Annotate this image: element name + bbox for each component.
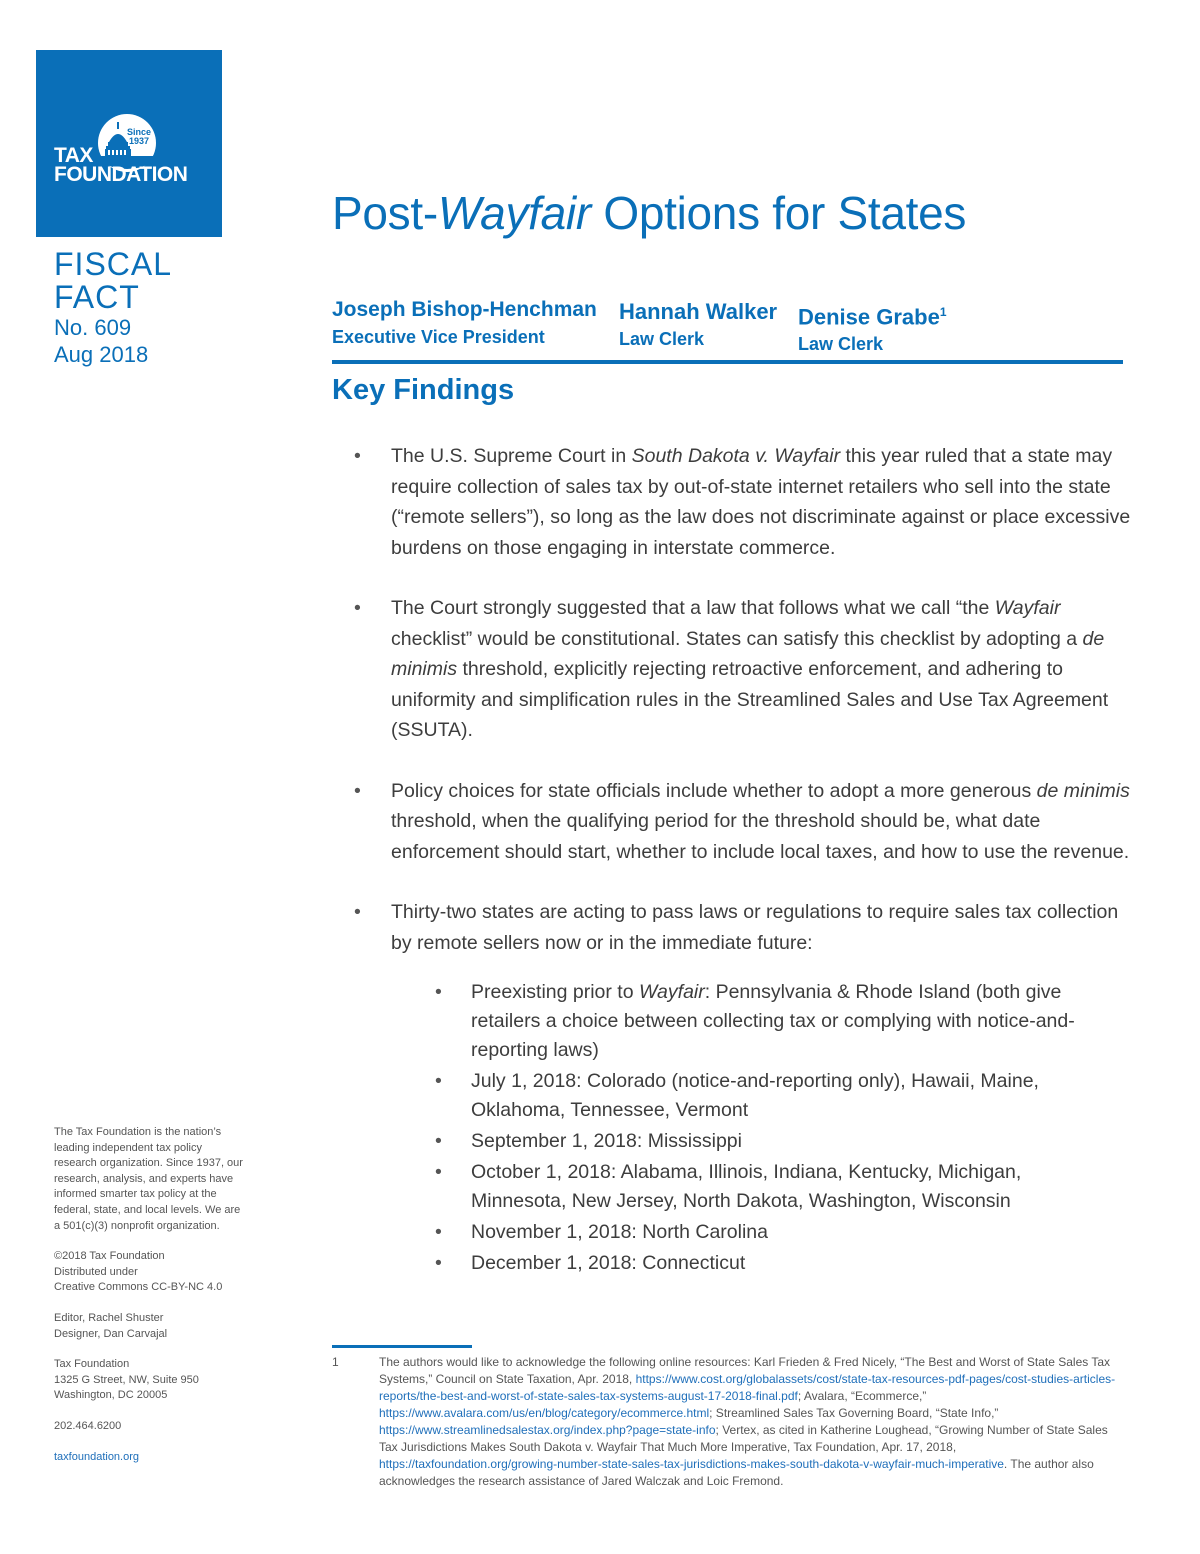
- series-name-line2: FACT: [54, 279, 140, 315]
- timeline-item: • July 1, 2018: Colorado (notice-and-reporting only), Hawaii, Maine, Oklahoma, Tennessee, Vermont: [435, 1067, 1095, 1125]
- about-text: The Tax Foundation is the nation’s leading independent tax policy research organization. Since 1937, our research, analysis, and experts have informed smarter tax policy at the federal, state, and local levels. We are a 501(c)(3) nonprofit organization.: [54, 1126, 243, 1232]
- publication-number: No. 609: [54, 315, 132, 340]
- publication-label: [54, 248, 172, 368]
- author-2: [619, 298, 777, 352]
- timeline-item: • November 1, 2018: North Carolina: [435, 1218, 1095, 1247]
- footnote-link-avalara[interactable]: https://www.avalara.com/us/en/blog/category/ecommerce.html: [379, 1406, 710, 1420]
- author-name: Hannah Walker: [619, 299, 778, 324]
- series-name-line1: FISCAL: [54, 246, 173, 282]
- author-1: [332, 296, 597, 350]
- footnote-divider: [332, 1345, 472, 1348]
- key-findings-heading: Key Findings: [332, 374, 515, 406]
- footnote-link-cost[interactable]: https://www.cost.org/globalassets/cost/state-tax-resources-pdf-pages/cost-studies-articles-reports/the-best-and-worst-of-state-sales-tax-systems-august-17-2018-final.pdf: [379, 1372, 1116, 1403]
- state-timeline-list: [435, 978, 1095, 1278]
- website-link[interactable]: taxfoundation.org: [54, 1450, 140, 1463]
- phone-number: 202.464.6200: [54, 1419, 122, 1432]
- address-block: Tax Foundation 1325 G Street, NW, Suite 950 Washington, DC 20005: [54, 1358, 199, 1402]
- finding-3: • Policy choices for state officials include whether to adopt a more generous de minimis threshold, when the qualifying period for the threshold should be, what date enforcement should start, whether to include local taxes, and how to use the revenue.: [354, 776, 1134, 868]
- credits-block: Editor, Rachel Shuster Designer, Dan Carvajal: [54, 1311, 168, 1340]
- finding-2: • The Court strongly suggested that a law that follows what we call “the Wayfair checklist” would be constitutional. States can satisfy this checklist by adopting a de minimis threshold, explicitly rejecting retroactive enforcement, and adhering to uniformity and simplification rules in the Streamlined Sales and Use Tax Agreement (SSUTA).: [354, 593, 1134, 746]
- finding-1: • The U.S. Supreme Court in South Dakota v. Wayfair this year ruled that a state may require collection of sales tax by out-of-state internet retailers who sell into the state (“remote sellers”), so long as the law does not discriminate against or place excessive burdens on those engaging in interstate commerce.: [354, 441, 1134, 563]
- author-role: Law Clerk: [619, 329, 705, 349]
- logo-wordmark: TAX FOUNDATION: [54, 144, 188, 186]
- author-role: Executive Vice President: [332, 327, 545, 347]
- page-title: Post-Wayfair Options for States: [332, 187, 967, 239]
- publication-date: Aug 2018: [54, 342, 149, 367]
- timeline-item: • December 1, 2018: Connecticut: [435, 1249, 1095, 1278]
- author-role: Law Clerk: [798, 334, 884, 355]
- timeline-item: • September 1, 2018: Mississippi: [435, 1127, 1095, 1156]
- author-name: Denise Grabe$^1$: [798, 304, 947, 330]
- footnote: [332, 1354, 1122, 1490]
- footnote-text: The authors would like to acknowledge the following online resources: Karl Frieden & Fred Nicely, “The Best and Worst of State Sales Tax Systems,” Council on State Taxation, Apr. 2018, https://www.cost.org/globalassets/cost/state-tax-resources-pdf-pages/cost-studies-articles-reports/the-best-and-worst-of-state-sales-tax-systems-august-17-2018-final.pdf; Avalara, “Ecommerce,” https://www.avalara.com/us/en/blog/category/ecommerce.html; Streamlined Sales Tax Governing Board, “State Info,” https://www.streamlinedsalestax.org/index.php?page=state-info; Vertex, as cited in Katherine Loughead, “Growing Number of State Sales Tax Jurisdictions Makes South Dakota v. Wayfair That Much More Imperative, Tax Foundation, Apr. 17, 2018, https://taxfoundation.org/growing-number-state-sales-tax-jurisdictions-makes-south-dakota-v-wayfair-much-imperative. The author also acknowledges the research assistance of Jared Walczak and Loic Fremond.: [379, 1355, 1116, 1488]
- author-3: [798, 298, 947, 357]
- header-divider: [332, 360, 1123, 364]
- timeline-item: • Preexisting prior to Wayfair: Pennsylvania & Rhode Island (both give retailers a choice between collecting tax or complying with notice-and-reporting laws): [435, 978, 1095, 1065]
- key-findings-list: [354, 441, 1134, 1308]
- since-1937-label: Since 1937: [126, 127, 151, 146]
- footnote-ref[interactable]: 1: [939, 305, 947, 319]
- footnote-link-streamlined[interactable]: https://www.streamlinedsalestax.org/index.php?page=state-info: [379, 1423, 716, 1437]
- timeline-item: • October 1, 2018: Alabama, Illinois, Indiana, Kentucky, Michigan, Minnesota, New Jersey, North Dakota, Washington, Wisconsin: [435, 1158, 1095, 1216]
- footnote-number: 1: [332, 1355, 339, 1369]
- organization-sidebar: [54, 1125, 244, 1480]
- finding-4: • Thirty-two states are acting to pass laws or regulations to require sales tax collection by remote sellers now or in the immediate future: • Preexisting prior to Wayfair: Pennsylvania & Rhode Island (both give retailers a choice between collecting tax or complying with notice-and-reporting laws) • July 1, 2018: Colorado (notice-and-reporting only), Hawaii, Maine, Oklahoma, Tennessee, Vermont • September 1, 2018: Mississippi • October 1, 2018: Alabama, Illinois, Indiana, Kentucky, Michigan, Minnesota, New Jersey, North Dakota, Washington, Wisconsin • November 1, 2018: North Carolina • December 1, 2018: Connecticut: [354, 897, 1134, 1278]
- footnote-link-taxfoundation[interactable]: https://taxfoundation.org/growing-number-state-sales-tax-jurisdictions-makes-south-dakota-v-wayfair-much-imperative: [379, 1457, 1004, 1471]
- copyright-block: ©2018 Tax Foundation Distributed under Creative Commons CC-BY-NC 4.0: [54, 1250, 223, 1294]
- author-name: Joseph Bishop-Henchman: [332, 298, 597, 321]
